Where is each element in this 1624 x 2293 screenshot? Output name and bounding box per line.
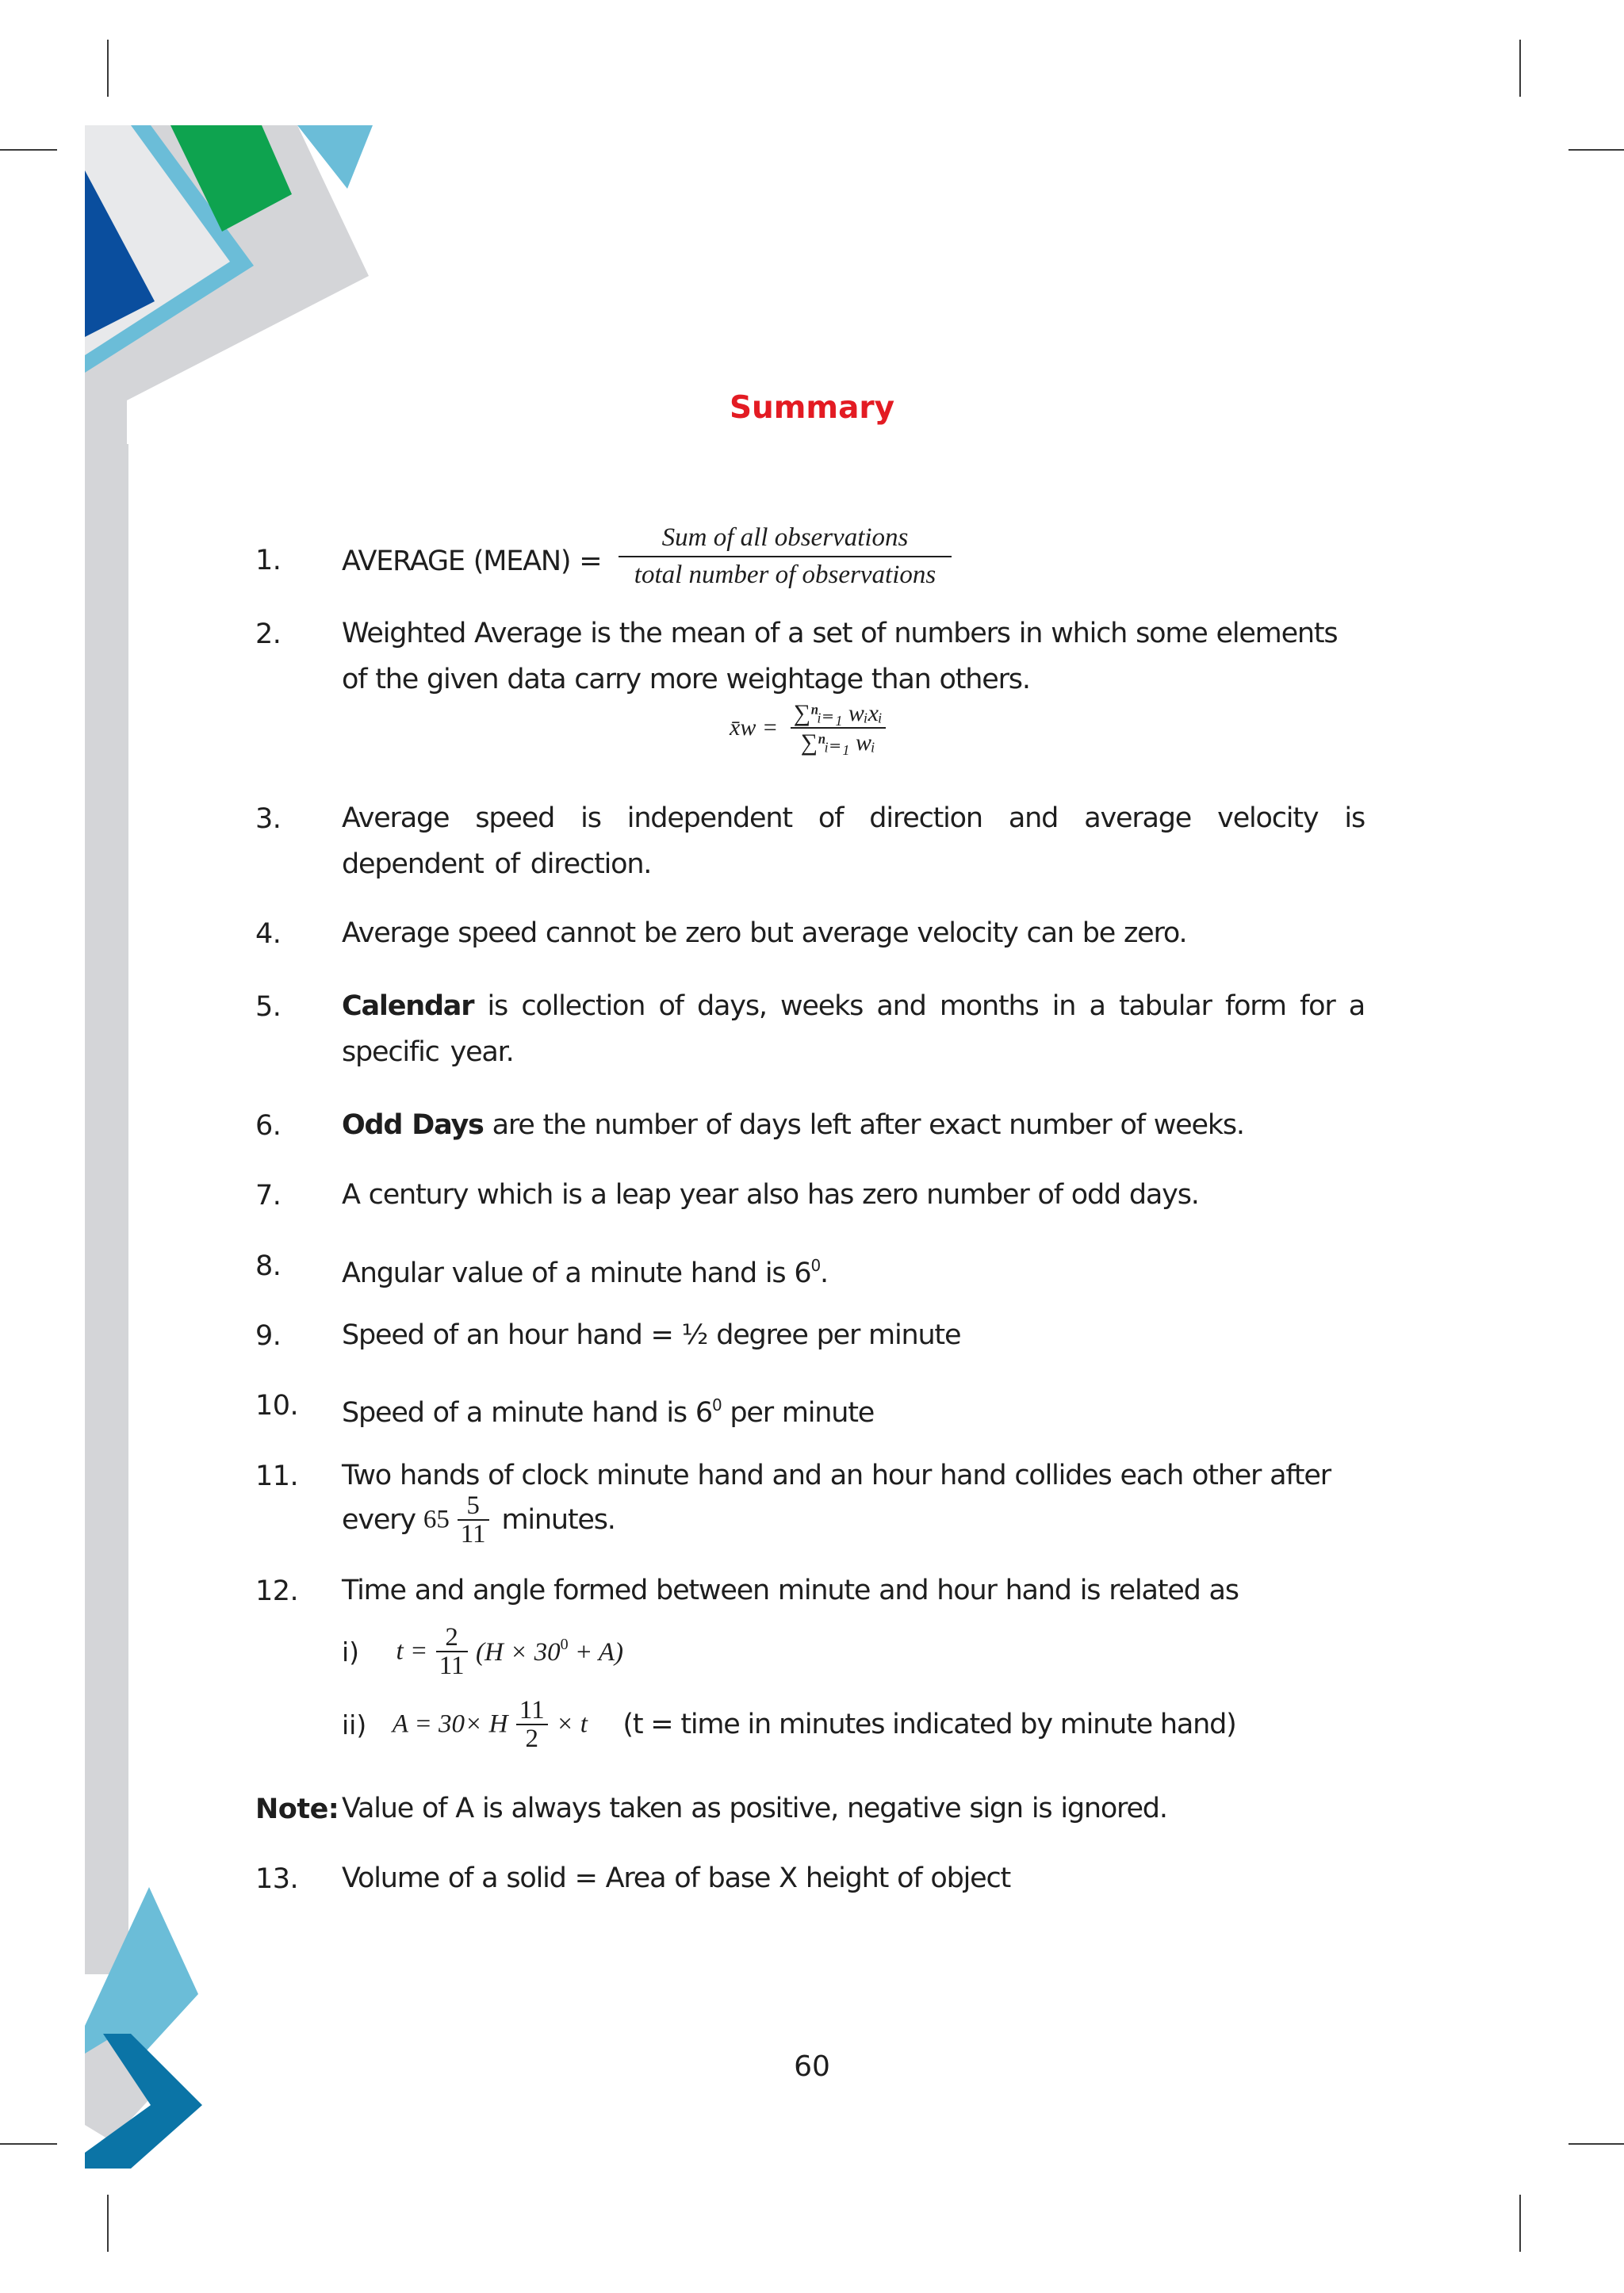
- item-number: 8.: [255, 1250, 282, 1282]
- fraction-numerator: Sum of all observations: [661, 523, 909, 552]
- item-text-part: per minute: [721, 1397, 875, 1429]
- item-bold-term: Odd Days: [342, 1109, 484, 1141]
- formula-lhs: t =: [396, 1636, 428, 1666]
- fraction-denominator: total number of observations: [634, 561, 936, 589]
- item-text: Volume of a solid = Area of base X height of object: [342, 1862, 1011, 1894]
- mixed-number-fraction: [458, 1492, 489, 1548]
- sub-item-label: ii): [342, 1709, 367, 1740]
- mean-fraction: [619, 523, 952, 590]
- corner-decoration-bottom: [0, 1887, 238, 2172]
- item-number: 9.: [255, 1320, 282, 1352]
- item-text: Average speed cannot be zero but average velocity can be zero.: [342, 917, 1187, 949]
- item-text-part: every: [342, 1504, 416, 1536]
- page-title: Summary: [729, 390, 895, 426]
- item-text: Two hands of clock minute hand and an hour hand collides each other after: [342, 1460, 1331, 1491]
- page-number: 60: [794, 2050, 830, 2083]
- crop-mark: [1519, 2195, 1521, 2252]
- crop-mark: [107, 2195, 109, 2252]
- item-text-rest: are the number of days left after exact number of weeks.: [483, 1109, 1244, 1141]
- formula-lhs: A = 30× H: [392, 1709, 508, 1739]
- item-text-part: Speed of a minute hand is 6: [342, 1397, 712, 1429]
- item-text: Weighted Average is the mean of a set of numbers in which some elements of the given data carry more weightage than others.: [342, 618, 1338, 695]
- degree-superscript: 0: [560, 1636, 569, 1653]
- crop-mark: [1519, 40, 1521, 97]
- fraction-denominator: 11: [458, 1519, 489, 1548]
- item-text: Speed of an hour hand = ½ degree per minute: [342, 1319, 961, 1351]
- item-text-part: Angular value of a minute hand is 6: [342, 1258, 811, 1289]
- item-number: 1.: [255, 545, 282, 576]
- fraction-denominator: 2: [516, 1724, 548, 1752]
- fraction-numerator: 2: [445, 1623, 458, 1652]
- formula-rhs: [476, 1638, 623, 1667]
- formula-i: [342, 1624, 623, 1679]
- item-text-part: minutes.: [501, 1504, 615, 1536]
- item-number: 5.: [255, 991, 282, 1023]
- sub-item-label: i): [342, 1636, 360, 1667]
- item-text: [342, 1242, 1365, 1296]
- item-text: AVERAGE (MEAN) =: [342, 545, 602, 577]
- formula-numerator: ∑ⁿᵢ₌₁ wᵢxᵢ: [793, 700, 883, 726]
- item-text-rest: is collection of days, weeks and months in a tabular form for a specific year.: [342, 990, 1365, 1068]
- mixed-number-whole: 65: [423, 1505, 450, 1534]
- item-text: Time and angle formed between minute and hour hand is related as: [342, 1575, 1239, 1606]
- left-side-strip: [85, 444, 128, 1974]
- item-11-second-line: [342, 1492, 615, 1548]
- note-text: Value of A is always taken as positive, negative sign is ignored.: [342, 1793, 1167, 1824]
- item-text: Average speed is independent of direction and average velocity is dependent of direction.: [342, 802, 1365, 880]
- item-text-part: .: [819, 1258, 828, 1289]
- item-text: [342, 1382, 1365, 1436]
- formula-ii: [342, 1697, 1236, 1752]
- formula-lhs: x̄w =: [730, 714, 779, 741]
- weighted-average-formula: [730, 699, 886, 756]
- item-text: [342, 983, 1365, 1075]
- formula-part: (H × 30: [476, 1638, 561, 1667]
- item-number: 4.: [255, 918, 282, 950]
- note-label: Note:: [255, 1793, 339, 1825]
- item-number: 2.: [255, 618, 282, 650]
- formula-note: (t = time in minutes indicated by minute hand): [622, 1709, 1236, 1740]
- formula-fraction: [516, 1697, 548, 1752]
- item-number: 11.: [255, 1460, 299, 1492]
- item-number: 6.: [255, 1110, 282, 1142]
- item-number: 7.: [255, 1180, 282, 1212]
- fraction-numerator: 5: [466, 1491, 480, 1520]
- fraction-numerator: 11: [519, 1696, 545, 1725]
- formula-part: + A): [568, 1638, 623, 1667]
- item-number: 12.: [255, 1575, 299, 1607]
- crop-mark: [0, 2143, 57, 2145]
- item-number: 13.: [255, 1863, 299, 1895]
- fraction-denominator: 11: [436, 1651, 468, 1679]
- formula-denominator: ∑ⁿᵢ₌₁ wᵢ: [791, 727, 886, 756]
- formula-fraction: [791, 699, 886, 756]
- crop-mark: [0, 149, 57, 151]
- item-number: 3.: [255, 803, 282, 835]
- degree-superscript: 0: [711, 1395, 722, 1414]
- formula-fraction: [436, 1624, 468, 1679]
- degree-superscript: 0: [810, 1256, 820, 1275]
- item-text: [342, 1102, 1365, 1148]
- item-bold-term: Calendar: [342, 990, 474, 1022]
- item-text: A century which is a leap year also has zero number of odd days.: [342, 1179, 1199, 1211]
- crop-mark: [107, 40, 109, 97]
- crop-mark: [1568, 2143, 1624, 2145]
- crop-mark: [1568, 149, 1624, 151]
- item-number: 10.: [255, 1390, 299, 1422]
- formula-rhs: × t: [556, 1709, 588, 1739]
